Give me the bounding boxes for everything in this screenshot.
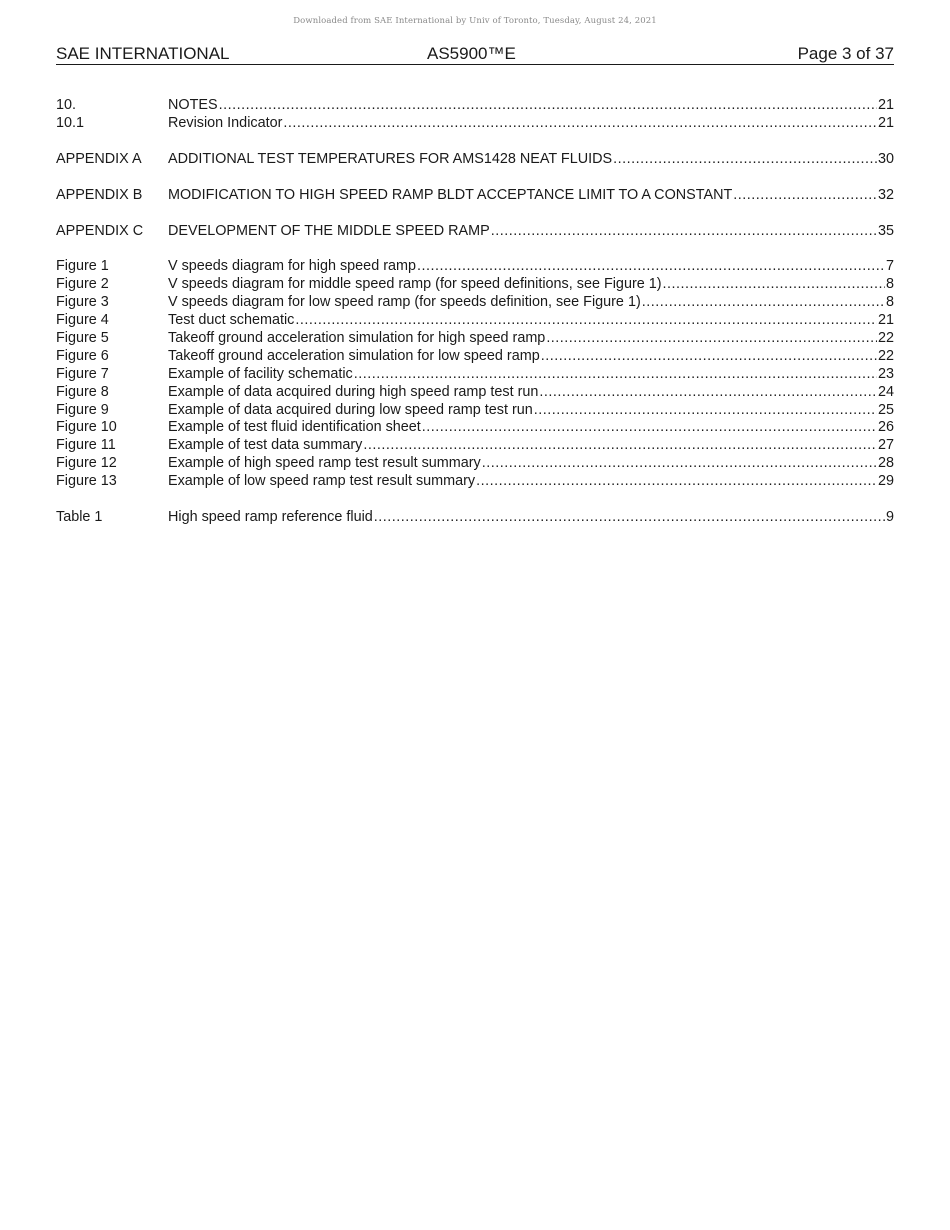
toc-figure-row[interactable] xyxy=(56,330,894,348)
toc-entry-number: Figure 11 xyxy=(56,437,116,454)
toc-entry-body xyxy=(168,348,894,366)
toc-figure-row[interactable] xyxy=(56,258,894,276)
toc-entry-title: DEVELOPMENT OF THE MIDDLE SPEED RAMP xyxy=(168,222,490,239)
toc-entry-number: Figure 4 xyxy=(56,312,109,329)
toc-entry-number: Figure 7 xyxy=(56,365,109,382)
toc-dot-leader xyxy=(476,473,877,491)
toc-entry-page: 21 xyxy=(877,312,894,329)
toc-entry-page: 21 xyxy=(877,97,894,113)
toc-figure-row[interactable] xyxy=(56,455,894,473)
toc-dot-leader xyxy=(482,455,877,473)
toc-entry-title: V speeds diagram for low speed ramp (for speeds definition, see Figure 1) xyxy=(168,294,641,311)
toc-entry-number: Table 1 xyxy=(56,509,103,526)
toc-entry-title: V speeds diagram for high speed ramp xyxy=(168,258,416,275)
toc-figure-row[interactable] xyxy=(56,366,894,384)
toc-entry-page: 27 xyxy=(877,437,894,454)
toc-figures-group xyxy=(56,258,894,491)
toc-entry-number: Figure 3 xyxy=(56,294,109,311)
toc-entry-page: 22 xyxy=(877,330,894,347)
toc-entry-title: Test duct schematic xyxy=(168,312,295,329)
toc-table-row[interactable] xyxy=(56,509,894,527)
toc-figure-row[interactable] xyxy=(56,473,894,491)
toc-entry-number: Figure 5 xyxy=(56,330,109,347)
toc-entry-page: 29 xyxy=(877,473,894,490)
toc-dot-leader xyxy=(417,258,885,276)
toc-entry-number: APPENDIX A xyxy=(56,150,142,167)
group-spacer xyxy=(56,133,894,151)
toc-entry-title: NOTES xyxy=(168,97,218,113)
toc-entry-page: 8 xyxy=(885,294,894,311)
table-of-contents xyxy=(56,97,894,527)
toc-entry-title: MODIFICATION TO HIGH SPEED RAMP BLDT ACCEPTANCE LIMIT TO A CONSTANT xyxy=(168,186,733,203)
toc-entry-title: High speed ramp reference fluid xyxy=(168,509,373,526)
toc-entry-page: 8 xyxy=(885,276,894,293)
toc-dot-leader xyxy=(219,97,877,115)
toc-dot-leader xyxy=(642,294,885,312)
header-doc-id: AS5900™E xyxy=(427,44,516,63)
toc-entry-title: Example of high speed ramp test result summary xyxy=(168,455,481,472)
toc-dot-leader xyxy=(422,419,877,437)
toc-dot-leader xyxy=(539,384,877,402)
group-spacer xyxy=(56,169,894,187)
toc-figure-row[interactable] xyxy=(56,348,894,366)
toc-entry-body xyxy=(168,258,894,276)
toc-entry-page: 32 xyxy=(877,186,894,203)
toc-figure-row[interactable] xyxy=(56,402,894,420)
toc-entry-number: Figure 6 xyxy=(56,347,109,364)
toc-appendices-group xyxy=(56,151,894,259)
toc-entry-body xyxy=(168,366,894,384)
header-page-number: Page 3 of 37 xyxy=(797,44,894,63)
group-spacer xyxy=(56,240,894,258)
toc-entry-number: APPENDIX B xyxy=(56,186,143,203)
toc-entry-body xyxy=(168,437,894,455)
toc-dot-leader xyxy=(295,312,877,330)
toc-figure-row[interactable] xyxy=(56,276,894,294)
toc-entry-title: Takeoff ground acceleration simulation for low speed ramp xyxy=(168,347,540,364)
toc-entry-number: Figure 12 xyxy=(56,455,117,472)
toc-entry-page: 23 xyxy=(877,365,894,382)
toc-entry-body xyxy=(168,115,894,133)
toc-dot-leader xyxy=(374,509,885,527)
toc-tables-group xyxy=(56,509,894,527)
toc-entry-number: Figure 9 xyxy=(56,401,109,418)
toc-entry-page: 24 xyxy=(877,383,894,400)
toc-entry-page: 35 xyxy=(877,222,894,239)
toc-entry-title: Takeoff ground acceleration simulation for high speed ramp xyxy=(168,330,546,347)
toc-dot-leader xyxy=(733,187,877,205)
toc-entry-number: Figure 2 xyxy=(56,276,109,293)
toc-entry-number: 10. xyxy=(56,97,77,113)
toc-note-row[interactable] xyxy=(56,97,894,115)
toc-entry-title: Example of facility schematic xyxy=(168,365,353,382)
toc-figure-row[interactable] xyxy=(56,312,894,330)
toc-entry-page: 9 xyxy=(885,509,894,526)
toc-entry-number: 10.1 xyxy=(56,114,85,131)
toc-appendix-row[interactable] xyxy=(56,223,894,241)
toc-entry-title: V speeds diagram for middle speed ramp (for speed definitions, see Figure 1) xyxy=(168,276,662,293)
toc-entry-number: APPENDIX C xyxy=(56,222,144,239)
toc-dot-leader xyxy=(546,330,877,348)
toc-entry-page: 30 xyxy=(877,150,894,167)
toc-entry-body xyxy=(168,223,894,241)
toc-entry-page: 26 xyxy=(877,419,894,436)
toc-entry-body xyxy=(168,330,894,348)
toc-entry-page: 22 xyxy=(877,347,894,364)
header-org: SAE INTERNATIONAL xyxy=(56,44,230,63)
group-spacer xyxy=(56,491,894,509)
toc-entry-body xyxy=(168,187,894,205)
page-header xyxy=(56,44,894,65)
toc-entry-number: Figure 8 xyxy=(56,383,109,400)
toc-entry-title: Example of test data summary xyxy=(168,437,363,454)
toc-entry-body xyxy=(168,509,894,527)
toc-entry-number: Figure 1 xyxy=(56,258,109,275)
toc-entry-title: ADDITIONAL TEST TEMPERATURES FOR AMS1428 NEAT FLUIDS xyxy=(168,150,613,167)
toc-entry-body xyxy=(168,294,894,312)
toc-entry-page: 28 xyxy=(877,455,894,472)
toc-note-row[interactable] xyxy=(56,115,894,133)
toc-entry-title: Example of data acquired during low speed ramp test run xyxy=(168,401,533,418)
toc-dot-leader xyxy=(534,402,877,420)
toc-entry-body xyxy=(168,312,894,330)
toc-notes-group xyxy=(56,97,894,133)
toc-dot-leader xyxy=(491,223,877,241)
toc-entry-body xyxy=(168,97,894,115)
toc-dot-leader xyxy=(354,366,877,384)
group-spacer xyxy=(56,205,894,223)
toc-entry-title: Example of test fluid identification sheet xyxy=(168,419,421,436)
toc-dot-leader xyxy=(283,115,877,133)
toc-entry-body xyxy=(168,473,894,491)
toc-dot-leader xyxy=(541,348,877,366)
download-watermark: Downloaded from SAE International by Univ of Toronto, Tuesday, August 24, 2021 xyxy=(293,16,657,26)
toc-appendix-row[interactable] xyxy=(56,187,894,205)
toc-dot-leader xyxy=(613,151,877,169)
toc-entry-number: Figure 10 xyxy=(56,419,117,436)
toc-entry-page: 21 xyxy=(877,114,894,131)
toc-entry-body xyxy=(168,151,894,169)
toc-figure-row[interactable] xyxy=(56,294,894,312)
toc-dot-leader xyxy=(663,276,885,294)
toc-entry-number: Figure 13 xyxy=(56,473,117,490)
toc-entry-body xyxy=(168,455,894,473)
toc-entry-body xyxy=(168,419,894,437)
toc-entry-title: Example of data acquired during high speed ramp test run xyxy=(168,383,539,400)
toc-appendix-row[interactable] xyxy=(56,151,894,169)
toc-entry-page: 25 xyxy=(877,401,894,418)
toc-dot-leader xyxy=(363,437,877,455)
toc-entry-title: Example of low speed ramp test result summary xyxy=(168,473,476,490)
toc-entry-body xyxy=(168,276,894,294)
toc-entry-body xyxy=(168,384,894,402)
toc-figure-row[interactable] xyxy=(56,437,894,455)
toc-entry-page: 7 xyxy=(885,258,894,275)
toc-entry-body xyxy=(168,402,894,420)
toc-entry-title: Revision Indicator xyxy=(168,114,283,131)
toc-figure-row[interactable] xyxy=(56,384,894,402)
toc-figure-row[interactable] xyxy=(56,419,894,437)
